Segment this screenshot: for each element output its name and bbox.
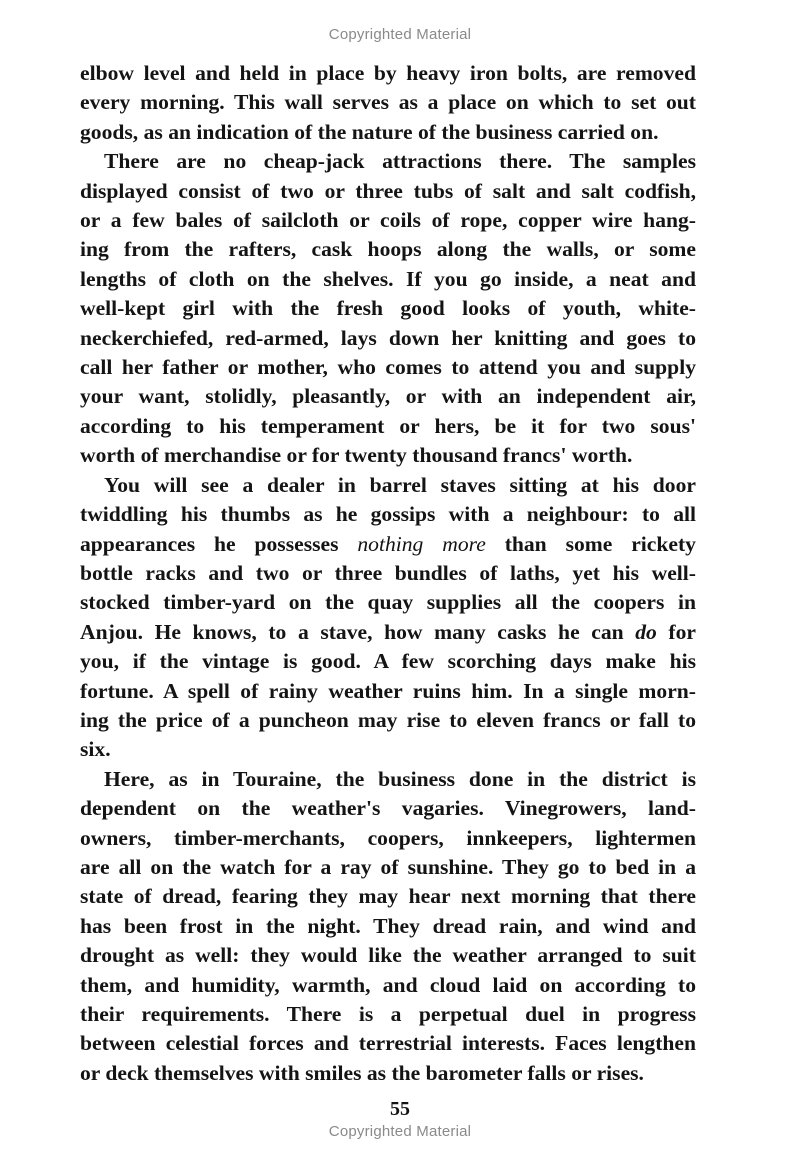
text-line: stocked timber-yard on the quay supplies all the coopers in: [80, 590, 696, 615]
paragraph: [80, 59, 696, 147]
text-line: their requirements. There is a perpetual duel in progress: [80, 1002, 696, 1026]
text-line: drought as well: they would like the weather arranged to suit: [80, 943, 696, 968]
text-line: appearances he possesses nothing more than some rickety: [80, 531, 696, 556]
text-line: Here, as in Touraine, the business done in the district is: [104, 766, 696, 791]
text-line: or deck themselves with smiles as the barometer falls or rises.: [80, 1060, 644, 1085]
text-line: well-kept girl with the fresh good looks of youth, white-: [80, 296, 696, 321]
text-line: six.: [80, 737, 111, 762]
text-line: or a few bales of sailcloth or coils of rope, copper wire hang-: [80, 208, 696, 233]
text-line: goods, as an indication of the nature of the business carried on.: [80, 119, 659, 144]
body-text: [80, 59, 696, 1088]
text-line: has been frost in the night. They dread rain, and wind and: [80, 913, 696, 938]
text-line: Anjou. He knows, to a stave, how many casks he can do for: [80, 619, 696, 644]
text-line: worth of merchandise or for twenty thousand francs' worth.: [80, 443, 633, 468]
text-line: call her father or mother, who comes to attend you and supply: [80, 355, 696, 380]
text-line: fortune. A spell of rainy weather ruins him. In a single morn-: [80, 678, 696, 703]
paragraph: [80, 147, 696, 470]
text-line: You will see a dealer in barrel staves sitting at his door: [104, 472, 696, 497]
copyright-footer: Copyrighted Material: [328, 1123, 472, 1140]
text-line: ing from the rafters, cask hoops along the walls, or some: [80, 237, 696, 262]
text-line: them, and humidity, warmth, and cloud laid on according to: [80, 972, 696, 997]
text-line: twiddling his thumbs as he gossips with a neighbour: to all: [80, 502, 696, 527]
text-line: every morning. This wall serves as a place on which to set out: [80, 90, 696, 115]
text-line: bottle racks and two or three bundles of laths, yet his well-: [80, 560, 696, 585]
copyright-header: Copyrighted Material: [328, 26, 472, 43]
text-line: elbow level and held in place by heavy iron bolts, are removed: [80, 61, 696, 85]
text-line: displayed consist of two or three tubs of salt and salt codfish,: [80, 178, 696, 203]
paragraph: [80, 765, 696, 1088]
text-line: you, if the vintage is good. A few scorching days make his: [80, 649, 696, 674]
text-line: ing the price of a puncheon may rise to eleven francs or fall to: [80, 707, 696, 732]
text-line: dependent on the weather's vagaries. Vinegrowers, land-: [80, 796, 696, 821]
paragraph: [80, 471, 696, 765]
text-line: lengths of cloth on the shelves. If you go inside, a neat and: [80, 266, 696, 291]
text-line: owners, timber-merchants, coopers, innkeepers, lightermen: [80, 825, 696, 850]
text-line: neckerchiefed, red-armed, lays down her knitting and goes to: [80, 325, 696, 350]
text-line: There are no cheap-jack attractions there. The samples: [104, 149, 696, 174]
page-number: 55: [390, 1098, 410, 1120]
text-line: your want, stolidly, pleasantly, or with an independent air,: [80, 384, 696, 409]
text-line: are all on the watch for a ray of sunshine. They go to bed in a: [80, 854, 696, 879]
text-line: according to his temperament or hers, be it for two sous': [80, 413, 696, 438]
text-line: state of dread, fearing they may hear next morning that there: [80, 884, 696, 909]
text-line: between celestial forces and terrestrial interests. Faces lengthen: [80, 1031, 696, 1056]
